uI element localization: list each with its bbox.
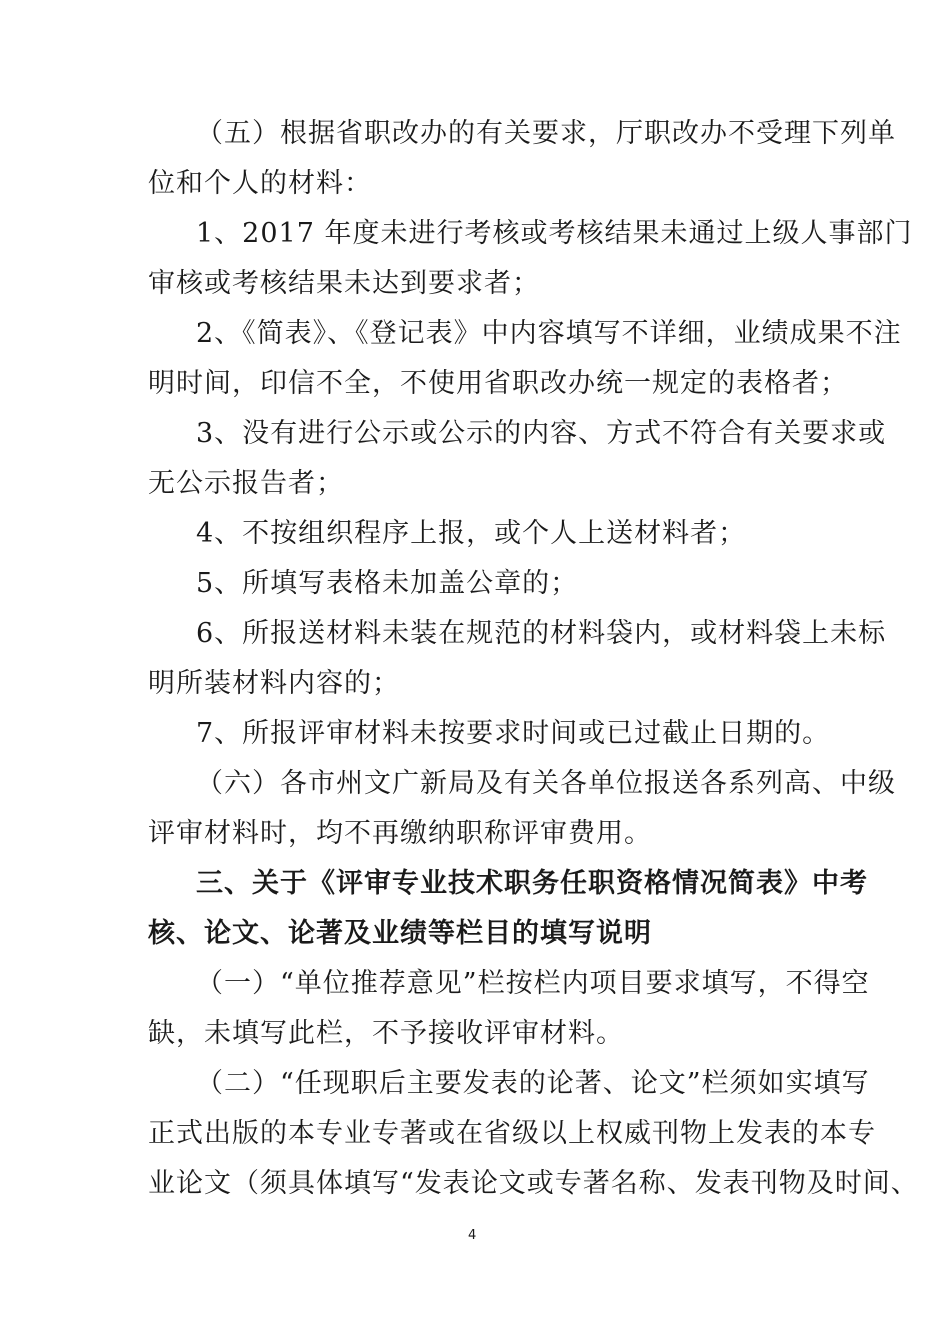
subsection-1-line-2: 缺，未填写此栏，不予接收评审材料。 [148,1018,624,1049]
page-number: 4 [468,1228,477,1243]
paragraph-6-line-1: （六）各市州文广新局及有关各单位报送各系列高、中级 [196,768,896,799]
section-3-heading-line-1: 三、关于《评审专业技术职务任职资格情况简表》中考 [196,868,868,899]
item-6-line-2: 明所装材料内容的； [148,668,400,699]
subsection-2-line-3: 业论文（须具体填写“发表论文或专著名称、发表刊物及时间、 [148,1168,919,1199]
item-2-line-1: 2、《简表》、《登记表》中内容填写不详细，业绩成果不注 [196,318,902,349]
item-3-line-1: 3、没有进行公示或公示的内容、方式不符合有关要求或 [196,418,887,449]
item-1-line-1: 1、2017 年度未进行考核或考核结果未通过上级人事部门 [196,218,913,249]
subsection-2-line-2: 正式出版的本专业专著或在省级以上权威刊物上发表的本专 [148,1118,876,1149]
item-6-line-1: 6、所报送材料未装在规范的材料袋内，或材料袋上未标 [196,618,887,649]
subsection-1-line-1: （一）“单位推荐意见”栏按栏内项目要求填写，不得空 [196,968,870,999]
item-3-line-2: 无公示报告者； [148,468,344,499]
item-4-line-1: 4、不按组织程序上报，或个人上送材料者； [196,518,747,549]
paragraph-5-line-2: 位和个人的材料： [148,168,372,199]
section-3-heading-line-2: 核、论文、论著及业绩等栏目的填写说明 [148,918,652,949]
paragraph-5-line-1: （五）根据省职改办的有关要求，厅职改办不受理下列单 [196,118,896,149]
subsection-2-line-1: （二）“任现职后主要发表的论著、论文”栏须如实填写 [196,1068,870,1099]
item-7-line-1: 7、所报评审材料未按要求时间或已过截止日期的。 [196,718,831,749]
paragraph-6-line-2: 评审材料时，均不再缴纳职称评审费用。 [148,818,652,849]
item-5-line-1: 5、所填写表格未加盖公章的； [196,568,579,599]
item-1-line-2: 审核或考核结果未达到要求者； [148,268,540,299]
item-2-line-2: 明时间，印信不全，不使用省职改办统一规定的表格者； [148,368,848,399]
